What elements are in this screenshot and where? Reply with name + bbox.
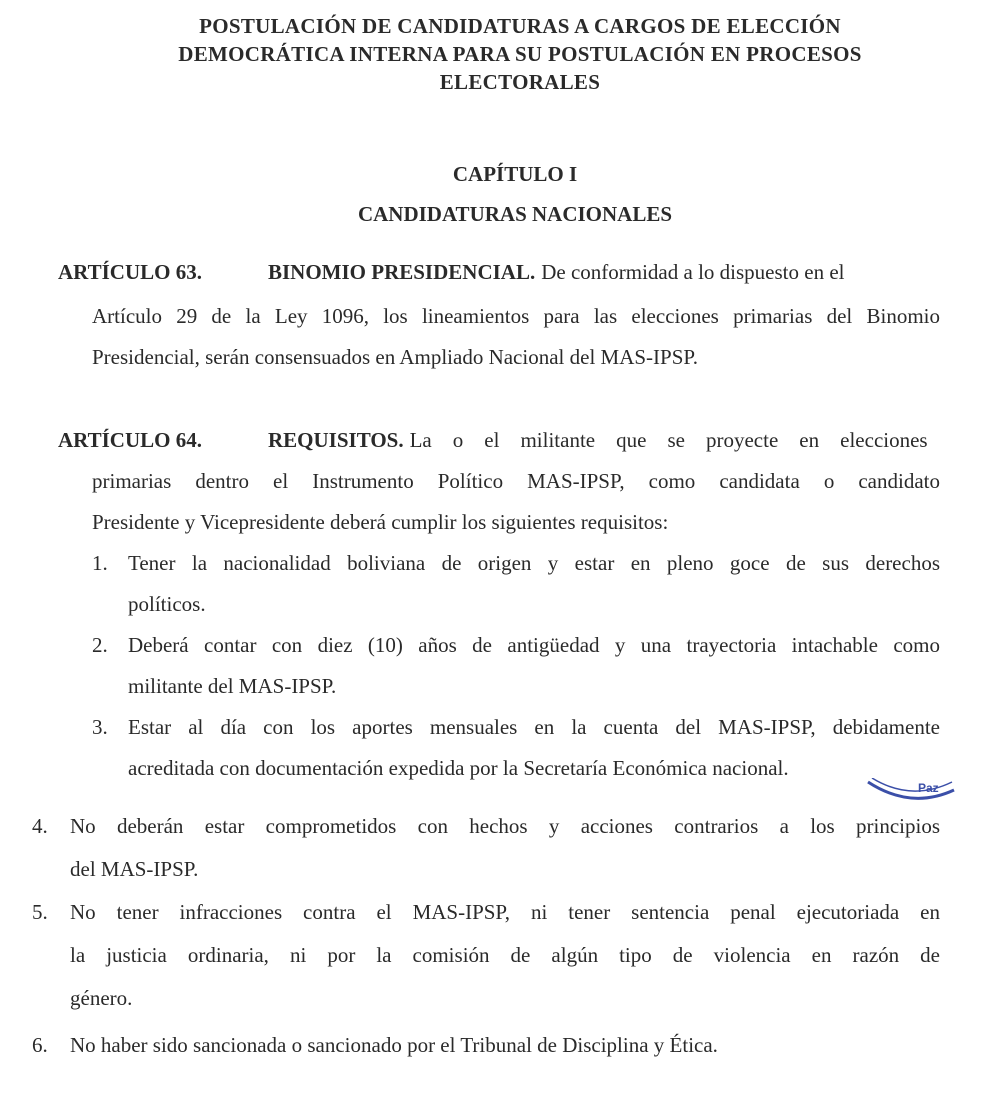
article-63-heading	[58, 258, 844, 286]
article-64-number: ARTÍCULO 64.	[58, 428, 202, 452]
requirement-5-line-3: género.	[70, 986, 133, 1010]
article-64-title: REQUISITOS.	[268, 428, 404, 452]
document-title	[90, 12, 950, 96]
requirement-2-line-2: militante del MAS-IPSP.	[128, 674, 337, 698]
requirement-3-line-2: acreditada con documentación expedida por la Secretaría Económica nacional.	[128, 756, 789, 780]
title-line-1: POSTULACIÓN DE CANDIDATURAS A CARGOS DE ELECCIÓN	[199, 14, 841, 38]
requirement-4-line-2: del MAS-IPSP.	[70, 857, 199, 881]
chapter-name: CANDIDATURAS NACIONALES	[357, 202, 673, 226]
seal-stamp-fragment	[866, 778, 956, 812]
requirement-1-number: 1.	[92, 551, 108, 575]
requirement-1-line-1: Tener la nacionalidad boliviana de origen y estar en pleno goce de sus derechos	[128, 551, 940, 575]
title-line-3: ELECTORALES	[439, 70, 601, 94]
article-64-text-line-3: Presidente y Vicepresidente deberá cumplir los siguientes requisitos:	[92, 510, 669, 534]
article-64-heading	[58, 426, 928, 454]
requirement-3-number: 3.	[92, 715, 108, 739]
article-64-text-line-1: La o el militante que se proyecte en elecciones	[409, 428, 928, 452]
requirement-1-line-2: políticos.	[128, 592, 206, 616]
chapter-number: CAPÍTULO I	[452, 162, 578, 186]
stamp-arc-outer	[868, 782, 954, 798]
requirement-3-line-1: Estar al día con los aportes mensuales en la cuenta del MAS-IPSP, debidamente	[128, 715, 940, 739]
article-63-text-line-1: De conformidad a lo dispuesto en el	[541, 260, 845, 284]
title-line-2: DEMOCRÁTICA INTERNA PARA SU POSTULACIÓN EN PROCESOS	[178, 42, 862, 66]
article-63-text-line-2: Artículo 29 de la Ley 1096, los lineamientos para las elecciones primarias del Binomio	[92, 304, 940, 328]
article-63-title: BINOMIO PRESIDENCIAL.	[268, 260, 536, 284]
article-63-text-line-3: Presidencial, serán consensuados en Ampliado Nacional del MAS-IPSP.	[92, 345, 698, 369]
requirement-2-line-1: Deberá contar con diez (10) años de antigüedad y una trayectoria intachable como	[128, 633, 940, 657]
stamp-text: Paz	[918, 781, 939, 795]
requirement-6-line-1: No haber sido sancionada o sancionado por el Tribunal de Disciplina y Ética.	[70, 1033, 718, 1057]
requirement-5-line-2: la justicia ordinaria, ni por la comisión de algún tipo de violencia en razón de	[70, 943, 940, 967]
requirement-6-number: 6.	[32, 1033, 48, 1057]
requirement-4-number: 4.	[32, 814, 48, 838]
article-63-number: ARTÍCULO 63.	[58, 260, 202, 284]
requirement-2-number: 2.	[92, 633, 108, 657]
article-64-text-line-2: primarias dentro el Instrumento Político MAS-IPSP, como candidata o candidato	[92, 469, 940, 493]
requirement-4-line-1: No deberán estar comprometidos con hechos y acciones contrarios a los principios	[70, 814, 940, 838]
requirement-5-number: 5.	[32, 900, 48, 924]
requirement-5-line-1: No tener infracciones contra el MAS-IPSP, ni tener sentencia penal ejecutoriada en	[70, 900, 940, 924]
